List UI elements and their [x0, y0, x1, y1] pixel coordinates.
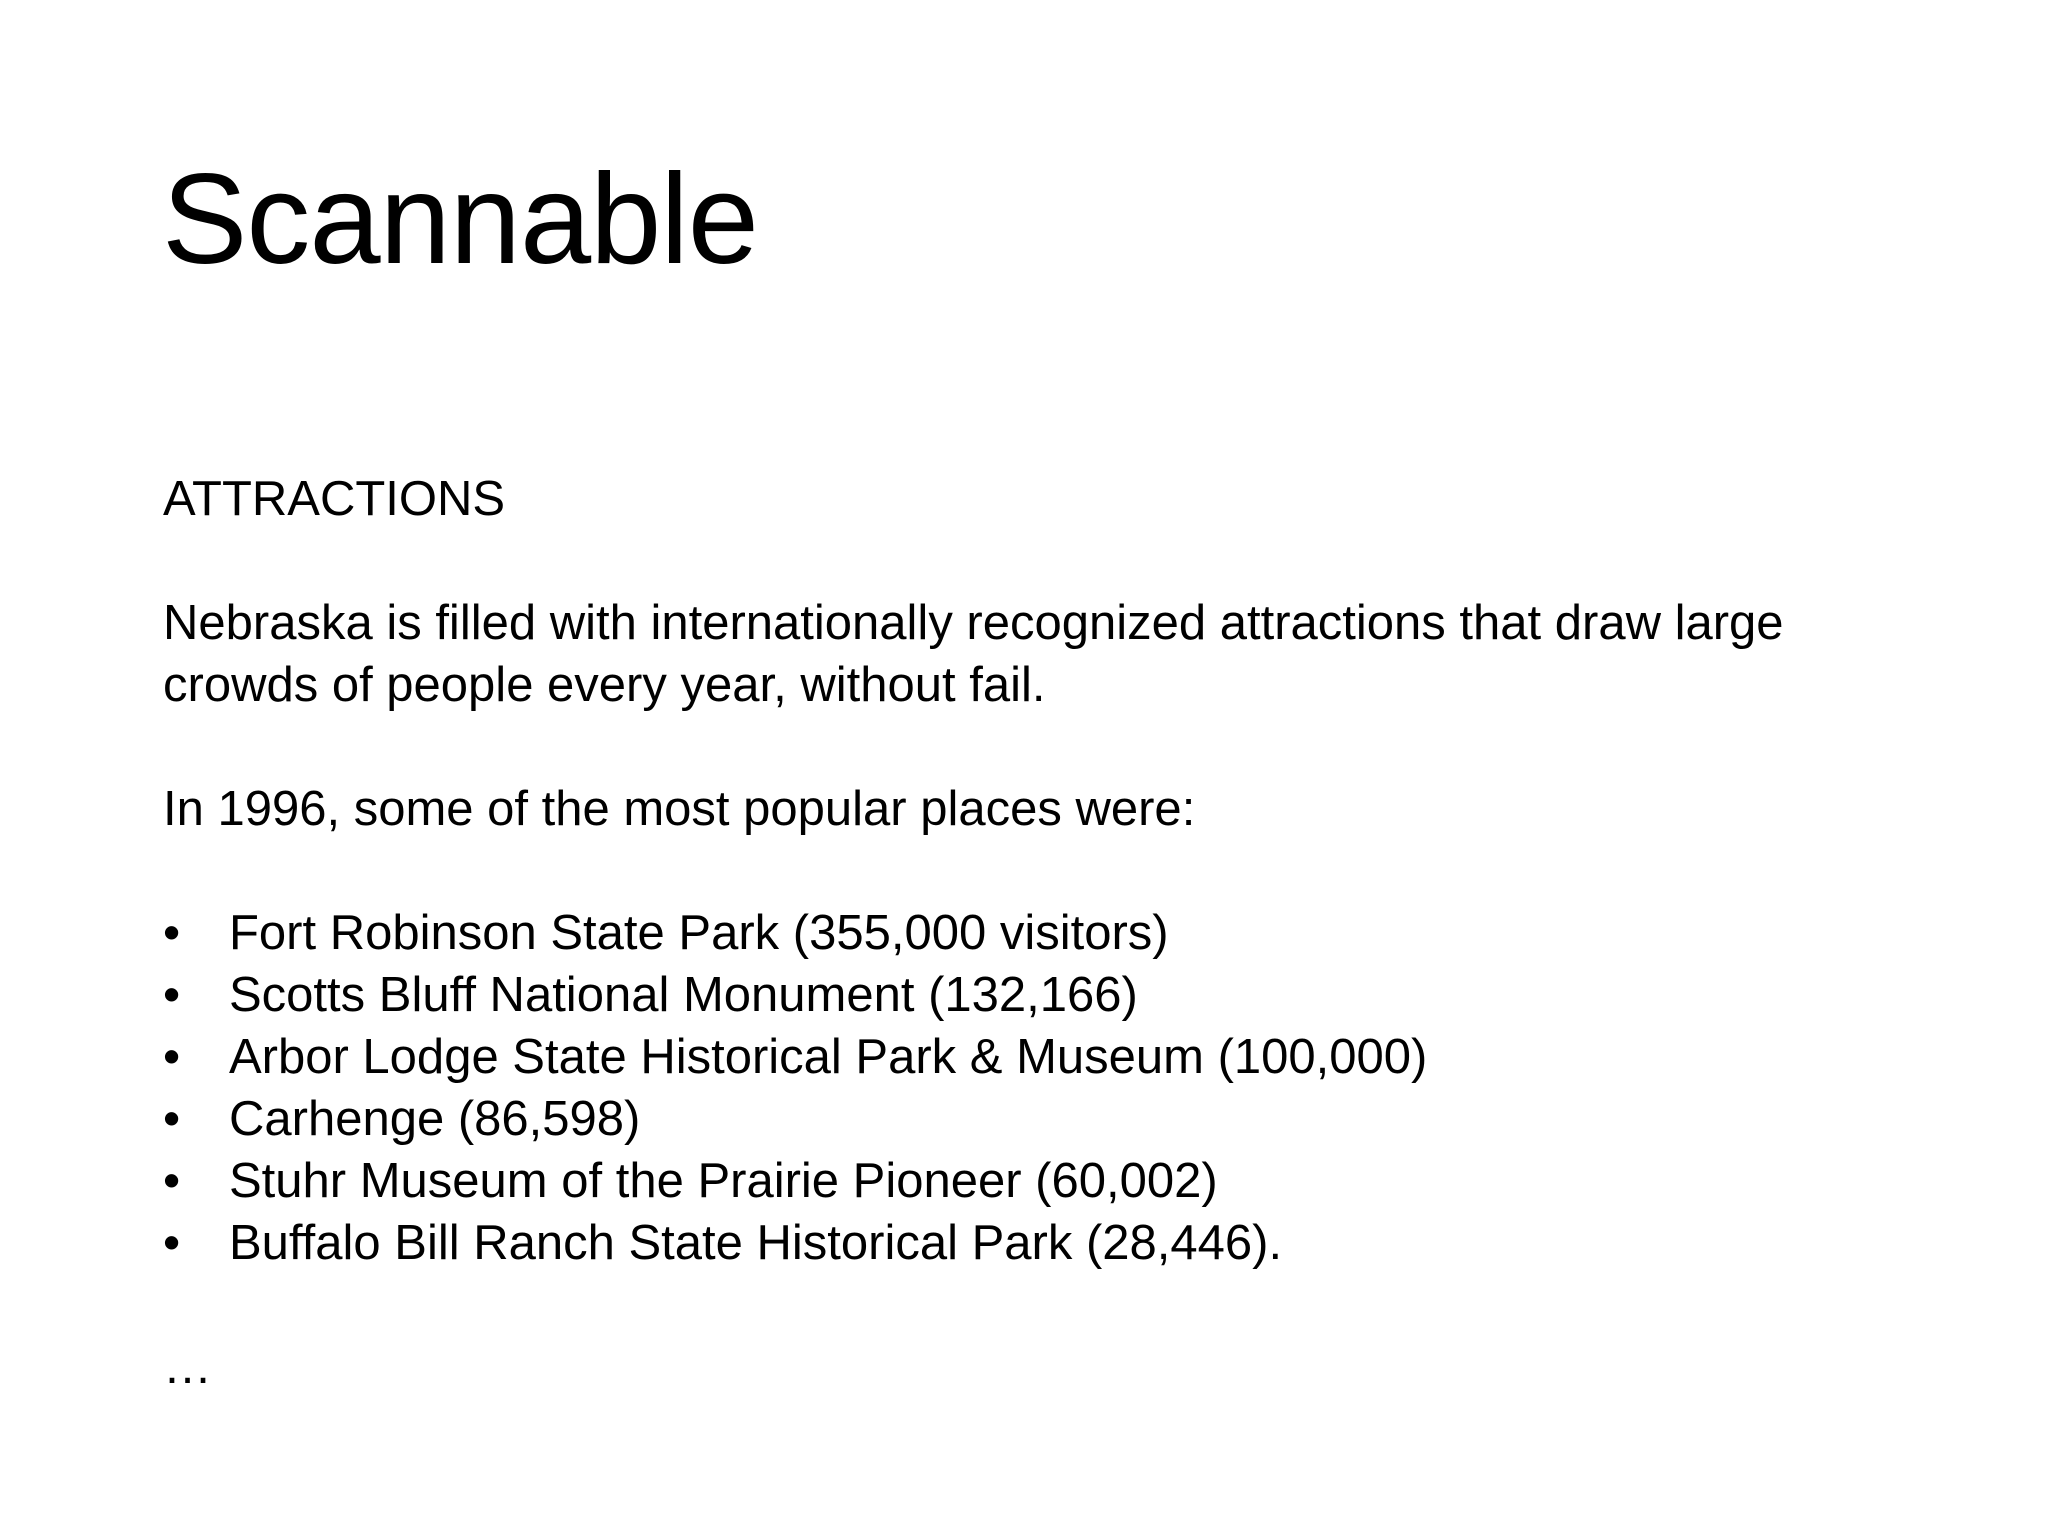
- intro-paragraph: Nebraska is filled with internationally recognized attractions that draw large crowds of people every year, without fail.: [163, 596, 1784, 712]
- bullet-icon: •: [163, 1092, 181, 1146]
- list-item: [163, 1150, 1923, 1212]
- list-item-text: Scotts Bluff National Monument (132,166): [229, 968, 1138, 1022]
- list-item-text: Arbor Lodge State Historical Park & Museum (100,000): [229, 1030, 1428, 1084]
- list-item: [163, 964, 1923, 1026]
- list-lead-text: In 1996, some of the most popular places were:: [163, 782, 1196, 836]
- list-item-text: Fort Robinson State Park (355,000 visitors): [229, 906, 1169, 960]
- section-heading: ATTRACTIONS: [163, 472, 506, 526]
- bullet-icon: •: [163, 1154, 181, 1208]
- list-item: [163, 902, 1923, 964]
- list-item-text: Carhenge (86,598): [229, 1092, 641, 1146]
- bullet-icon: •: [163, 1030, 181, 1084]
- bullet-icon: •: [163, 1216, 181, 1270]
- list-item: [163, 1212, 1923, 1274]
- bullet-icon: •: [163, 906, 181, 960]
- list-item: [163, 1026, 1923, 1088]
- slide-body: [163, 468, 1923, 1398]
- slide-title: Scannable: [162, 148, 758, 291]
- list-item-text: Stuhr Museum of the Prairie Pioneer (60,002): [229, 1154, 1218, 1208]
- list-item-text: Buffalo Bill Ranch State Historical Park (28,446).: [229, 1216, 1283, 1270]
- list-item: [163, 1088, 1923, 1150]
- bullet-icon: •: [163, 968, 181, 1022]
- continuation-ellipsis: …: [163, 1340, 212, 1394]
- attractions-list: [163, 902, 1923, 1274]
